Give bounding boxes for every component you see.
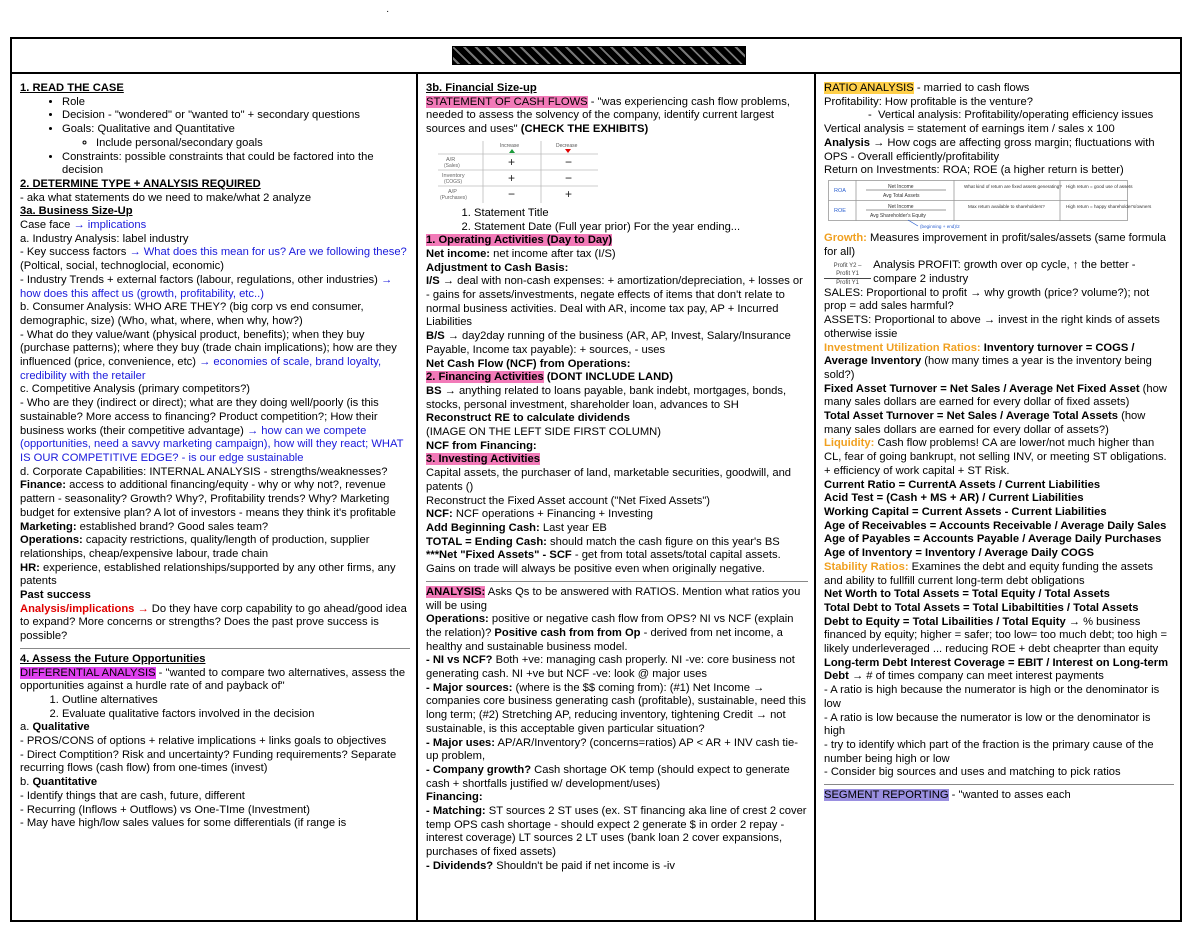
section-heading: 2. DETERMINE TYPE + ANALYSIS REQUIRED xyxy=(20,177,261,190)
paragraph: - Identify things that are cash, future, different xyxy=(20,789,245,802)
sub-list xyxy=(62,137,410,151)
text: ST sources 2 ST uses (ex. ST financing aka line of crest 2 cover temp OPS cash shortage - should expect 2 generate $ in order 2 repay - interest coverage) LT sources 2 LT uses (bank loan 2 cover expansions, purchases of fixed assets) xyxy=(426,805,807,859)
mini-cell: High return = happy shareholder's/owners xyxy=(1066,203,1152,209)
paragraph xyxy=(426,234,808,248)
paragraph xyxy=(426,248,808,262)
paragraph xyxy=(824,616,1174,657)
label-bold: Long-term Debt Interest Coverage = EBIT / Interest on Long-term Debt xyxy=(824,656,1169,683)
paragraph xyxy=(426,860,808,874)
text: NCF operations + Financing + Investing xyxy=(452,508,653,521)
paragraph xyxy=(824,657,1174,684)
growth-fraction xyxy=(824,262,871,287)
paragraph xyxy=(20,479,410,520)
label-bold: Net income: xyxy=(426,247,491,260)
label-bold: Quantitative xyxy=(32,776,98,789)
paragraph: Current Ratio = CurrentA Assets / Current Liabilities xyxy=(824,478,1101,491)
paragraph xyxy=(20,603,410,644)
label-bold: - NI vs NCF? xyxy=(426,654,493,667)
text: Case face xyxy=(20,219,74,232)
paragraph xyxy=(20,667,410,694)
label-orange: Stability Ratios: xyxy=(824,560,909,573)
paragraph xyxy=(426,96,808,137)
paragraph xyxy=(426,737,808,764)
label-bold: Total Asset Turnover = Net Sales / Average Total Assets xyxy=(824,410,1118,423)
text: - get from total assets/total capital assets. Gains on trade will always be positive even when originally negative. xyxy=(426,549,781,576)
paragraph: Age of Receivables = Accounts Receivable / Average Daily Sales xyxy=(824,519,1167,532)
paragraph: b. Consumer Analysis: WHO ARE THEY? (big corp vs end consumer, demographic, size) (Who, what, where, when why, how?) xyxy=(20,301,364,327)
text: - "wanted to asses each xyxy=(948,789,1071,802)
text: - "wanted to compare two alternatives, assess the opportunities against a hurdle rate of and payback of" xyxy=(20,666,406,693)
text: - Who are they (indirect or direct); what are they doing well/poorly (is this sustainable? More access to financing? Product competition?; How their business works (their competitive advantage) xyxy=(20,397,379,437)
read-case-list xyxy=(20,96,410,178)
mini-row-sub: (COGS) xyxy=(444,178,463,185)
paragraph xyxy=(426,549,808,576)
paragraph: - Consider big sources and uses and matching to pick ratios xyxy=(824,766,1121,779)
paragraph: Profitability: How profitable is the venture? xyxy=(824,95,1033,108)
list-item: • Role xyxy=(62,96,410,110)
paragraph: - Direct Comptition? Risk and uncertainty? Funding requirements? Separate recurring flows (cash flow) from one-times (invest) xyxy=(20,748,397,775)
top-mark: · xyxy=(386,6,390,17)
paragraph xyxy=(426,536,808,550)
highlight-label: 2. Financing Activities xyxy=(426,371,544,384)
paragraph xyxy=(426,275,808,330)
mini-cell: + xyxy=(508,154,516,169)
paragraph xyxy=(824,383,1174,410)
label-bold: NCF: xyxy=(426,508,453,521)
paragraph xyxy=(20,521,410,535)
label-bold: TOTAL = Ending Cash: xyxy=(426,535,547,548)
text: established brand? Good sales team? xyxy=(76,520,269,533)
highlight-label: 3. Investing Activities xyxy=(426,453,540,466)
paragraph: d. Corporate Capabilities: INTERNAL ANALYSIS - strengths/weaknesses? xyxy=(20,465,388,478)
paragraph xyxy=(20,274,410,301)
paragraph: Working Capital = Current Assets - Current Liabilities xyxy=(824,505,1107,518)
text: → How cogs are affecting gross margin; fluctuations with OPS - Overall efficiently/profitability xyxy=(824,136,1155,163)
list-item: 1. Statement Title xyxy=(474,207,808,221)
text: experience, established relationships/supported by any other firms, any patents xyxy=(20,561,396,588)
divider xyxy=(824,784,1174,785)
text: - "was experiencing cash flow problems, needed to assess the solvency of the company, identify current largest sources and uses" xyxy=(426,95,790,136)
paragraph: NCF from Financing: xyxy=(426,439,537,452)
paragraph xyxy=(426,330,808,357)
text: Examines the debt and equity funding the assets and ability to fullfill current long-term debt obligations xyxy=(824,560,1153,587)
column-3 xyxy=(816,74,1180,920)
list-item: 1. Outline alternatives xyxy=(62,694,410,708)
label-bold: - Major uses: xyxy=(426,736,496,749)
list-item: ◦ Include personal/secondary goals xyxy=(96,137,410,151)
label-bold: I/S xyxy=(426,275,440,288)
text: → deal with non-cash expenses: + amortization/depreciation, + losses or - gains for assets/investments, negate effects of items that don't relate to normal business activities. Deal with AR, income tax pay, AP + Incurred Liabilities xyxy=(426,275,803,329)
list-item-text: Goals: Qualitative and Quantitative xyxy=(62,123,235,136)
text: Both +ve: managing cash properly. NI -ve: core business not generating cash. NI +ve but NCF -ve: look @ major uses xyxy=(426,654,795,681)
mini-row-label: Inventory xyxy=(442,172,465,179)
mini-cell: Max return available to shareholders? xyxy=(968,203,1045,209)
paragraph: Adjustment to Cash Basis: xyxy=(426,261,569,274)
label-bold: - Dividends? xyxy=(426,859,494,872)
text: Cash flow problems! CA are lower/not much higher than CL, fear of going bankrupt, not selling INV, or meeting ST obligations. + efficiency of work capital + ST Risk. xyxy=(824,437,1167,477)
statement-list xyxy=(426,207,808,234)
mini-cell: Avg Total Assets xyxy=(883,192,920,199)
section-heading: 1. READ THE CASE xyxy=(20,82,124,94)
paragraph xyxy=(426,613,808,654)
paragraph: a. Industry Analysis: label industry xyxy=(20,232,189,245)
text: - What do they value/want (physical product, benefits); when they buy (purchase patterns); where they buy (trade chain implications); how are they influenced (price, convenience, etc) xyxy=(20,328,397,369)
roa-roe-mini-table xyxy=(828,180,1152,230)
redacted-title xyxy=(452,46,746,65)
paragraph xyxy=(824,410,1174,437)
text: net income after tax (I/S) xyxy=(490,247,616,260)
paragraph xyxy=(426,764,808,791)
text: - Key success factors xyxy=(20,246,130,259)
label-bold: B/S xyxy=(426,330,445,343)
section-heading: 3b. Financial Size-up xyxy=(426,82,537,94)
paragraph: - A ratio is high because the numerator is high or the denominator is low xyxy=(824,684,1160,710)
paragraph xyxy=(20,246,410,273)
cash-flow-mini-table xyxy=(438,141,598,203)
label-bold: (CHECK THE EXHIBITS) xyxy=(520,123,649,136)
paragraph xyxy=(426,586,808,613)
label-bold: Analysis xyxy=(824,136,871,149)
text: (how many sales dollars are earned for every dollar of assets?) xyxy=(824,410,1146,436)
mini-cell: + xyxy=(565,186,573,201)
note-blue: → economies of scale, brand loyalty, credibility with the retailer xyxy=(20,356,382,382)
paragraph: Net Cash Flow (NCF) from Operations: xyxy=(426,357,631,370)
mini-row-label: A/P xyxy=(448,188,457,195)
paragraph: Age of Payables = Accounts Payable / Average Daily Purchases xyxy=(824,533,1162,546)
text: Last year EB xyxy=(539,521,607,534)
text: capacity restrictions, quality/length of production, supplier relationships, cheap/expensive labour, trade chain xyxy=(20,534,370,560)
paragraph xyxy=(426,385,808,412)
paragraph: Past success xyxy=(20,589,91,602)
text: access to additional financing/equity - why or why not?, revenue pattern - seasonality? Growth? Why?, Profitability trends? Why? Marketing budget for extensive plan? A lot of investors - means they think it's profitable xyxy=(20,479,396,519)
mini-header-increase: Increase xyxy=(500,142,520,149)
section-heading: 3a. Business Size-Up xyxy=(20,205,133,218)
column-2 xyxy=(418,74,816,920)
paragraph: Acid Test = (Cash + MS + AR) / Current Liabilities xyxy=(824,492,1084,505)
label-bold: Inventory turnover = COGS / Average Inventory xyxy=(824,341,1135,368)
text: Analysis PROFIT: growth over op cycle, ↑ the better - compare 2 industry xyxy=(873,259,1136,286)
paragraph: Return on Investments: ROA; ROE (a higher return is better) xyxy=(824,164,1124,177)
divider xyxy=(20,648,410,649)
label-orange: Growth: xyxy=(824,231,867,244)
paragraph xyxy=(824,137,1174,164)
mini-header-decrease: Decrease xyxy=(556,142,578,149)
text: → # of times company can meet interest payments xyxy=(848,670,1104,683)
list-item: - Vertical analysis: Profitability/operating efficiency issues xyxy=(878,109,1174,123)
paragraph xyxy=(20,329,410,384)
paragraph xyxy=(20,776,410,790)
paragraph: - A ratio is low because the numerator is low or the denominator is high xyxy=(824,711,1151,738)
paragraph xyxy=(824,437,1174,478)
label-bold: Operations: xyxy=(20,534,83,547)
fraction-denominator: Profit Y1 xyxy=(836,279,860,286)
paragraph: Reconstruct the Fixed Asset account ("Net Fixed Assets") xyxy=(426,494,711,507)
label-bold: - Matching: xyxy=(426,805,486,818)
paragraph xyxy=(426,508,808,522)
list-item: • Decision - "wondered" or "wanted to" + secondary questions xyxy=(62,109,410,123)
paragraph: Age of Inventory = Inventory / Average Daily COGS xyxy=(824,547,1094,560)
paragraph xyxy=(824,789,1174,803)
paragraph xyxy=(426,682,808,737)
text: positive or negative cash flow from OPS? NI vs NCF (explain the relation)? xyxy=(426,613,794,639)
mini-cell: − xyxy=(565,154,573,169)
paragraph: (IMAGE ON THE LEFT SIDE FIRST COLUMN) xyxy=(426,426,661,439)
text: Asks Qs to be answered with RATIOS. Mention what ratios you will be using xyxy=(426,585,801,612)
paragraph: Total Debt to Total Assets = Total Libabiltities / Total Assets xyxy=(824,601,1139,614)
label-bold: Add Beginning Cash: xyxy=(426,521,540,534)
label-bold: BS xyxy=(426,384,442,397)
label-bold: Operations: xyxy=(426,613,489,626)
paragraph xyxy=(824,232,1174,259)
paragraph: Capital assets, the purchaser of land, marketable securities, goodwill, and patents () xyxy=(426,467,792,493)
label-orange: Liquidity: xyxy=(824,437,875,450)
text: (how many times a year is the inventory being sold?) xyxy=(824,355,1152,381)
mini-cell: − xyxy=(508,186,516,201)
text: - Industry Trends + external factors (labour, regulations, other industries) xyxy=(20,273,381,286)
text: Measures improvement in profit/sales/assets (same formula for all) xyxy=(824,231,1166,258)
label-bold: Positive cash from from Op xyxy=(494,626,641,639)
paragraph: - May have high/low sales values for some differentials (if range is xyxy=(20,817,347,830)
text: a. xyxy=(20,721,33,734)
paragraph xyxy=(426,371,808,385)
label-bold: Debt to Equity = Total Libailities / Total Equity xyxy=(824,615,1066,628)
mini-row-key: ROE xyxy=(834,207,846,214)
paragraph: Financing: xyxy=(426,791,483,804)
mini-cell: Net Income xyxy=(888,203,914,210)
paragraph xyxy=(426,805,808,860)
paragraph: Reconstruct RE to calculate dividends xyxy=(426,412,630,425)
label-bold: - SCF xyxy=(539,549,572,562)
text: → day2day running of the business (AR, AP, Invest, Salary/Insurance Payable, Income tax payable): + sources, - uses xyxy=(426,330,791,356)
vertical-list xyxy=(824,109,1174,123)
label-bold: - Company growth? xyxy=(426,763,532,776)
text: Cash shortage OK temp (should expect to generate cash + shortfalls justified w/ development/uses) xyxy=(426,763,790,790)
fraction-numerator: Profit Y2 – Profit Y1 xyxy=(824,262,871,279)
divider xyxy=(426,581,808,582)
text: Shouldn't be paid if net income is -iv xyxy=(493,859,675,872)
text: - married to cash flows xyxy=(913,82,1030,94)
label-bold: - Major sources: xyxy=(426,681,513,694)
note-blue: → What does this mean for us? Are we following these? xyxy=(129,246,407,259)
paragraph: c. Competitive Analysis (primary competitors?) xyxy=(20,383,251,396)
paragraph: - Recurring (Inflows + Outflows) vs One-TIme (Investment) xyxy=(20,803,311,816)
diff-list xyxy=(20,694,410,721)
paragraph: ASSETS: Proportional to above → invest in the right kinds of assets otherwise issie xyxy=(824,314,1160,340)
cheat-sheet xyxy=(10,37,1182,922)
list-item xyxy=(62,123,410,150)
label-bold: Fixed Asset Turnover = Net Sales / Average Net Fixed Asset xyxy=(824,382,1140,395)
highlight-label: 1. Operating Activities (Day to Day) xyxy=(426,234,613,247)
mini-row-sub: (Purchases) xyxy=(440,194,467,201)
paragraph: - aka what statements do we need to make/what 2 analyze xyxy=(20,191,312,204)
text: → anything related to loans payable, bank indebt, mortgages, bonds, stocks, personal investment, shareholder loan, advances to SH xyxy=(426,384,787,411)
label-bold: Marketing: xyxy=(20,520,77,533)
text: (Poltical, social, technoglocial, economic) xyxy=(20,260,224,273)
list-item: 2. Evaluate qualitative factors involved in the decision xyxy=(62,708,410,722)
text: AP/AR/Inventory? (concerns=ratios) AP < AR + INV cash tie-up problem, xyxy=(426,736,798,763)
text: should match the cash figure on this year's BS xyxy=(546,535,780,548)
growth-formula-row xyxy=(824,259,1174,286)
note-blue: → implications xyxy=(73,219,147,232)
mini-row-key: ROA xyxy=(834,187,846,194)
paragraph xyxy=(426,654,808,681)
paragraph xyxy=(426,522,808,536)
paragraph xyxy=(824,342,1174,383)
paragraph xyxy=(824,82,1174,96)
mini-row-sub: (Sales) xyxy=(444,162,460,169)
highlight-label: ANALYSIS: xyxy=(426,585,486,598)
list-item: • Constraints: possible constraints that could be factored into the decision xyxy=(62,151,410,178)
mini-cell: + xyxy=(508,170,516,185)
paragraph: - try to identify which part of the fraction is the primary cause of the number being high or low xyxy=(824,738,1154,765)
label-orange: Investment Utilization Ratios: xyxy=(824,341,981,354)
label-bold: (DONT INCLUDE LAND) xyxy=(543,371,673,384)
paragraph: Vertical analysis = statement of earnings item / sales x 100 xyxy=(824,123,1115,136)
list-item: 2. Statement Date (Full year prior) For the year ending... xyxy=(474,221,808,235)
text: Do they have corp capability to go ahead/good idea to expand? More concerns or strengths? Does the past prove success is possible? xyxy=(20,602,407,643)
label-bold: Qualitative xyxy=(32,721,90,734)
paragraph: - PROS/CONS of options + relative implications + links goals to objectives xyxy=(20,735,387,748)
mini-cell: Net Income xyxy=(888,183,914,190)
text: b. xyxy=(20,776,33,789)
section-heading: 4. Assess the Future Opportunities xyxy=(20,652,206,665)
paragraph: SALES: Proportional to profit → why growth (price? volume?); not prop = add sales harmful? xyxy=(824,286,1150,313)
paragraph xyxy=(20,534,410,561)
highlight-label: STATEMENT OF CASH FLOWS xyxy=(426,95,588,108)
paragraph: Net Worth to Total Assets = Total Equity / Total Assets xyxy=(824,588,1110,601)
text: → % business financed by equity; higher = safer; too low= too much debt; too high = likely underleveraged ... reducing ROE + debt cheaprter than equity xyxy=(824,615,1167,656)
paragraph xyxy=(20,721,410,735)
paragraph xyxy=(20,562,410,589)
mini-note: (beginning + end)/2 xyxy=(920,223,960,229)
highlight-label: SEGMENT REPORTING xyxy=(824,789,949,802)
label-bold: Finance: xyxy=(20,479,67,492)
mini-cell: What kind of return are fixed assets generating? xyxy=(964,183,1062,189)
highlight-label: DIFFERENTIAL ANALYSIS xyxy=(20,666,156,679)
paragraph xyxy=(20,219,410,233)
label-bold: ***Net "Fixed Assets" xyxy=(426,549,540,562)
column-1 xyxy=(12,74,418,920)
note-blue: → how does this affect us (growth, profitability, etc..) xyxy=(20,273,393,300)
paragraph xyxy=(426,453,808,467)
label-bold: HR: xyxy=(20,561,40,574)
text: (where is the $$ coming from): (#1) Net Income → companies core business generating cash (profitable), sustainable, need this long term; (#2) Stretching AP, reducing inventory, tightening Credit → not sustainable, is this acceptable given particular situation? xyxy=(426,681,806,735)
mini-cell: Avg Shareholder's Equity xyxy=(870,212,926,219)
mini-cell: − xyxy=(565,170,573,185)
mini-cell: High return = good use of assets xyxy=(1066,183,1133,189)
text: - derived from net income, a healthy and sustainable business model. xyxy=(426,626,783,653)
highlight-label: RATIO ANALYSIS xyxy=(824,82,914,94)
label-red: Analysis/implications → xyxy=(20,602,149,615)
title-bar xyxy=(12,39,1180,74)
mini-row-label: A/R xyxy=(446,156,456,163)
paragraph xyxy=(824,561,1174,588)
paragraph xyxy=(20,397,410,466)
note-blue: → how can we compete (opportunities, need a savvy marketing campaign), how will they react; WHAT IS OUR COMPETITIVE EDGE? - is our edge sustainable xyxy=(20,424,404,464)
text: (how many sales dollars are earned for every dollar of fixed assets) xyxy=(824,382,1167,409)
